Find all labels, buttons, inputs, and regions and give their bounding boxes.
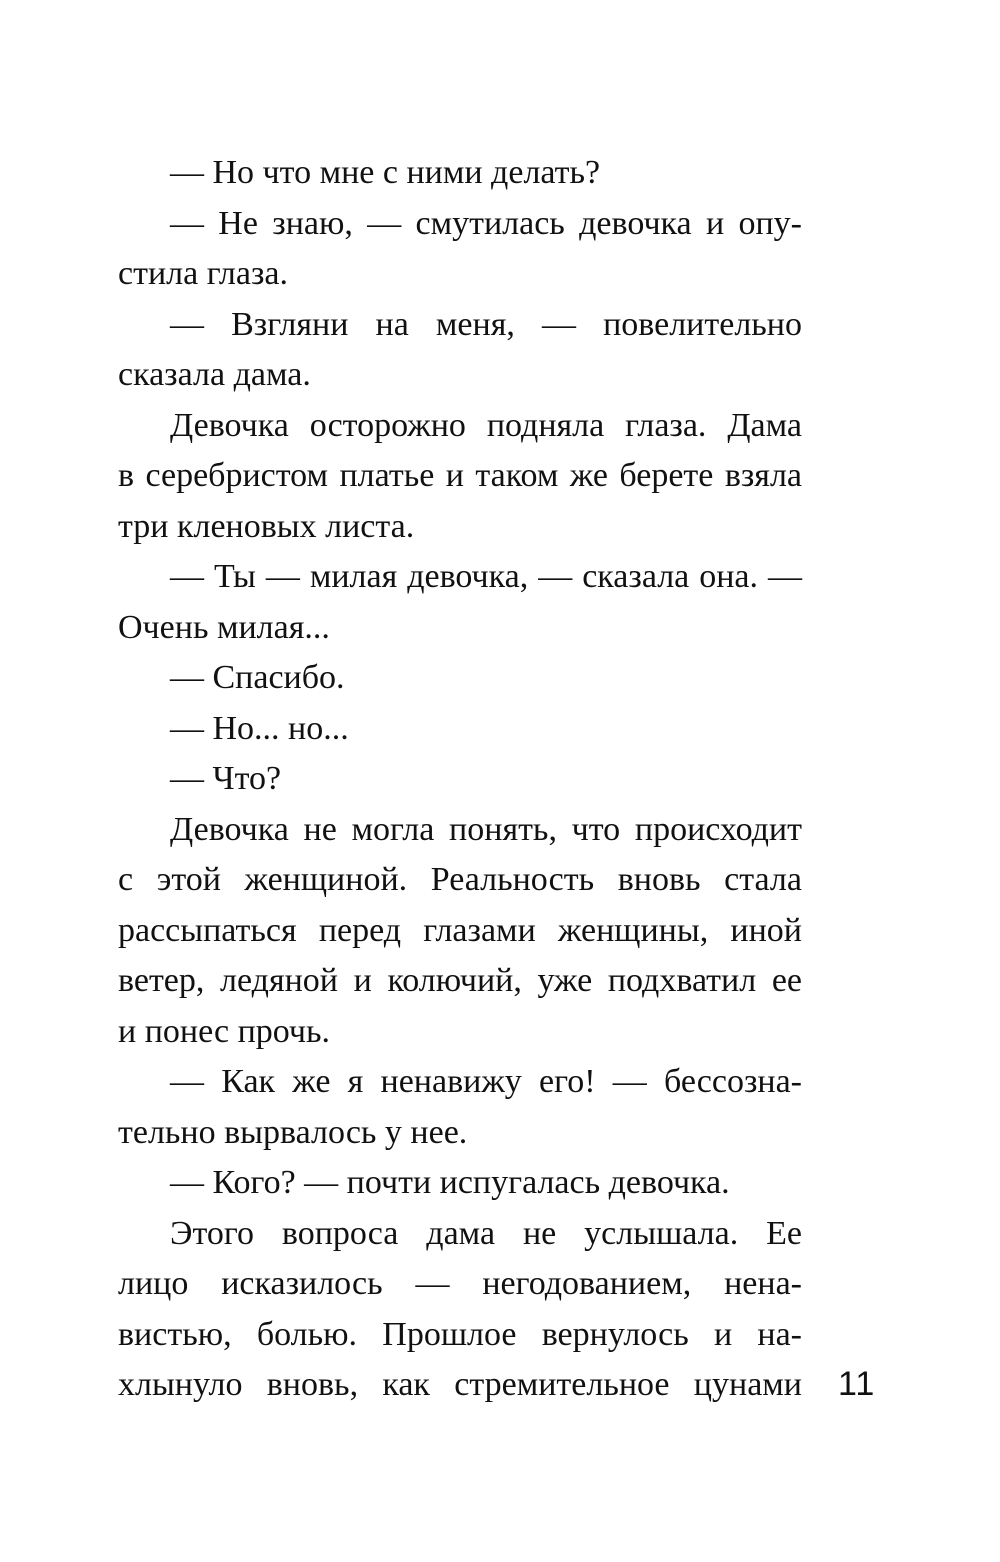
text-line: тельно вырвалось у нее. xyxy=(118,1113,468,1151)
text-line: три кленовых листа. xyxy=(118,507,415,545)
text-line: с этой женщиной. Реальность вновь стала xyxy=(118,861,802,898)
text-line: — Спасибо. xyxy=(170,659,345,696)
text-line: — Ты — милая девочка, — сказала она. — xyxy=(170,558,802,595)
body-text xyxy=(118,148,802,1411)
text-line: лицо исказилось — негодованием, нена- xyxy=(118,1265,802,1302)
text-line: в серебристом платье и таком же берете взяла xyxy=(118,457,802,494)
text-line: ветер, ледяной и колючий, уже подхватил ее xyxy=(118,962,802,999)
text-line: вистью, болью. Прошлое вернулось и на- xyxy=(118,1315,802,1353)
text-line: — Кого? — почти испугалась девочка. xyxy=(170,1164,730,1201)
text-line: сказала дама. xyxy=(118,356,311,393)
text-line: Очень милая... xyxy=(118,608,330,646)
text-line: — Но что мне с ними делать? xyxy=(170,154,601,191)
text-line: Девочка осторожно подняла глаза. Дама xyxy=(170,406,802,444)
text-line: — Что? xyxy=(170,760,282,797)
text-line: хлынуло вновь, как стремительное цунами xyxy=(118,1366,802,1403)
text-line: рассыпаться перед глазами женщины, иной xyxy=(118,911,802,949)
text-line: стила глаза. xyxy=(118,255,288,292)
text-line: Этого вопроса дама не услышала. Ее xyxy=(170,1214,802,1252)
page-number: 11 xyxy=(838,1365,876,1403)
text-line: — Не знаю, — смутилась девочка и опу- xyxy=(170,204,802,242)
text-line: и понес прочь. xyxy=(118,1012,331,1050)
text-line: — Но... но... xyxy=(170,709,349,747)
text-line: — Как же я ненавижу его! — бессозна- xyxy=(170,1063,802,1100)
text-line: Девочка не могла понять, что происходит xyxy=(170,810,802,848)
text-line: — Взгляни на меня, — повелительно xyxy=(170,305,802,343)
